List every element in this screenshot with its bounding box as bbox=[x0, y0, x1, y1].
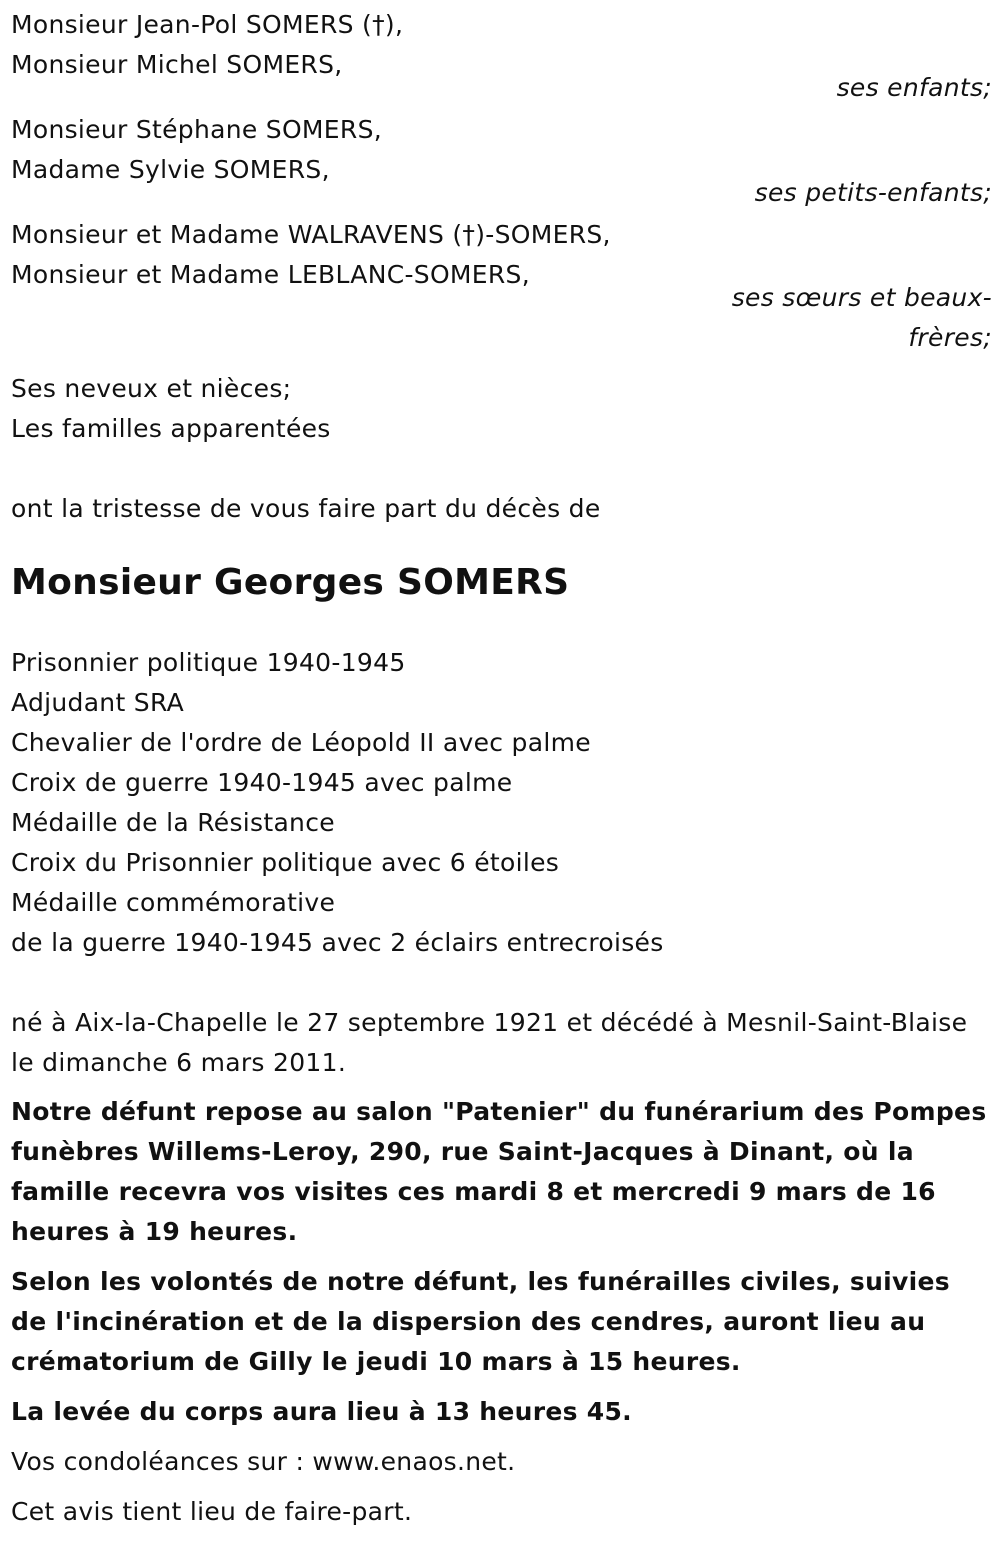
birth-death-line-2: le dimanche 6 mars 2011. bbox=[11, 1048, 347, 1077]
child-name-1: Monsieur Jean-Pol SOMERS (†), bbox=[11, 10, 404, 39]
condolences-text: Vos condoléances sur : www.enaos.net. bbox=[11, 1447, 516, 1476]
title-item: Croix du Prisonnier politique avec 6 étoiles bbox=[11, 848, 560, 877]
child-name-2: Monsieur Michel SOMERS, bbox=[11, 50, 343, 79]
levee-paragraph: La levée du corps aura lieu à 13 heures 45. bbox=[11, 1397, 632, 1426]
grandchildren-role: ses petits-enfants; bbox=[754, 178, 992, 207]
children-role: ses enfants; bbox=[836, 73, 992, 102]
grandchild-name-2: Madame Sylvie SOMERS, bbox=[11, 155, 330, 184]
relatives-group bbox=[11, 369, 992, 449]
birth-death-line-1: né à Aix-la-Chapelle le 27 septembre 1921 et décédé à Mesnil-Saint-Blaise bbox=[11, 1008, 968, 1037]
sibling-name-2: Monsieur et Madame LEBLANC-SOMERS, bbox=[11, 260, 530, 289]
visitation-paragraph: Notre défunt repose au salon "Patenier" du funérarium des Pompes funèbres Willems-Leroy, 290, rue Saint-Jacques à Dinant, où la famille recevra vos visites ces mardi 8 et mercredi 9 mars de 16 heures à 19 heures. bbox=[11, 1097, 987, 1246]
children-group bbox=[11, 0, 992, 108]
grandchildren-group bbox=[11, 110, 992, 213]
siblings-role: ses sœurs et beaux-frères; bbox=[731, 283, 992, 352]
notice-text: Cet avis tient lieu de faire-part. bbox=[11, 1497, 413, 1526]
title-item: Adjudant SRA bbox=[11, 688, 185, 717]
birth-death-info bbox=[11, 1003, 992, 1083]
relatives-line-2: Les familles apparentées bbox=[11, 414, 331, 443]
siblings-group bbox=[11, 215, 992, 358]
title-item: Croix de guerre 1940-1945 avec palme bbox=[11, 768, 513, 797]
grandchild-name-1: Monsieur Stéphane SOMERS, bbox=[11, 115, 382, 144]
title-item: Médaille commémorative bbox=[11, 888, 336, 917]
funeral-paragraph: Selon les volontés de notre défunt, les funérailles civiles, suivies de l'incinération et de la dispersion des cendres, auront lieu au crématorium de Gilly le jeudi 10 mars à 15 heures. bbox=[11, 1267, 950, 1376]
title-item: Chevalier de l'ordre de Léopold II avec palme bbox=[11, 728, 591, 757]
title-item: Prisonnier politique 1940-1945 bbox=[11, 648, 406, 677]
titles-list bbox=[11, 643, 992, 963]
sibling-name-1: Monsieur et Madame WALRAVENS (†)-SOMERS, bbox=[11, 220, 611, 249]
title-item: de la guerre 1940-1945 avec 2 éclairs entrecroisés bbox=[11, 928, 664, 957]
title-item: Médaille de la Résistance bbox=[11, 808, 335, 837]
deceased-name: Monsieur Georges SOMERS bbox=[11, 562, 570, 603]
announcement-text: ont la tristesse de vous faire part du décès de bbox=[11, 494, 601, 523]
relatives-line-1: Ses neveux et nièces; bbox=[11, 374, 292, 403]
